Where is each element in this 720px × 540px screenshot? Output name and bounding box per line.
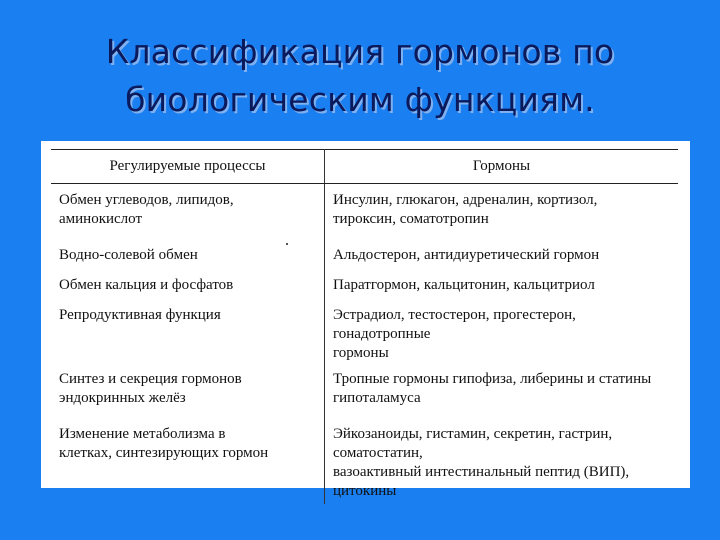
hormones-cell	[325, 184, 679, 243]
table-row	[51, 421, 678, 504]
hormones-text: гипоталамуса	[333, 390, 421, 406]
hormones-cell	[325, 302, 679, 366]
hormones-cell	[325, 242, 679, 272]
table-row	[51, 272, 678, 302]
slide-title-line-2: биологическим функциям.	[125, 80, 595, 119]
process-text: эндокринных желёз	[59, 390, 186, 406]
process-cell	[51, 421, 325, 504]
process-cell	[51, 302, 325, 366]
slide-title	[30, 28, 690, 124]
process-text: аминокислот	[59, 211, 143, 227]
hormones-text: Эйкозаноиды, гистамин, секретин, гастрин, соматостатин,	[333, 426, 613, 461]
process-cell	[51, 184, 325, 243]
process-cell	[51, 366, 325, 421]
hormones-text: гормоны	[333, 345, 389, 361]
process-text: Репродуктивная функция	[59, 307, 221, 323]
header-hormones: Гормоны	[325, 150, 679, 184]
hormones-text: Эстрадиол, тестостерон, прогестерон, гонадотропные	[333, 307, 576, 342]
hormones-text: Инсулин, глюкагон, адреналин, кортизол,	[333, 192, 598, 208]
hormones-cell	[325, 366, 679, 421]
table-row	[51, 184, 678, 243]
process-text: Изменение метаболизма в	[59, 426, 226, 442]
process-text: Водно-солевой обмен	[59, 247, 198, 263]
slide-title-line-1: Классификация гормонов по	[105, 32, 615, 71]
process-cell	[51, 272, 325, 302]
table-header-row	[51, 150, 678, 184]
hormone-classification-table	[41, 141, 690, 499]
hormones-text: Альдостерон, антидиуретический гормон	[333, 247, 600, 263]
hormones-cell	[325, 272, 679, 302]
hormones-text: тироксин, соматотропин	[333, 211, 489, 227]
scan-speck	[286, 243, 288, 245]
header-processes: Регулируемые процессы	[51, 150, 325, 184]
process-text: Обмен кальция и фосфатов	[59, 277, 234, 293]
table-row	[51, 366, 678, 421]
hormones-text: вазоактивный интестинальный пептид (ВИП), цитокины	[333, 464, 630, 499]
process-text: Обмен углеводов, липидов,	[59, 192, 234, 208]
table	[51, 149, 678, 504]
process-cell	[51, 242, 325, 272]
process-text: клетках, синтезирующих гормон	[59, 445, 269, 461]
hormones-cell	[325, 421, 679, 504]
process-text: Синтез и секреция гормонов	[59, 371, 242, 387]
hormones-text: Паратгормон, кальцитонин, кальцитриол	[333, 277, 595, 293]
table-row	[51, 302, 678, 366]
table-row	[51, 242, 678, 272]
hormones-text: Тропные гормоны гипофиза, либерины и статины	[333, 371, 652, 387]
